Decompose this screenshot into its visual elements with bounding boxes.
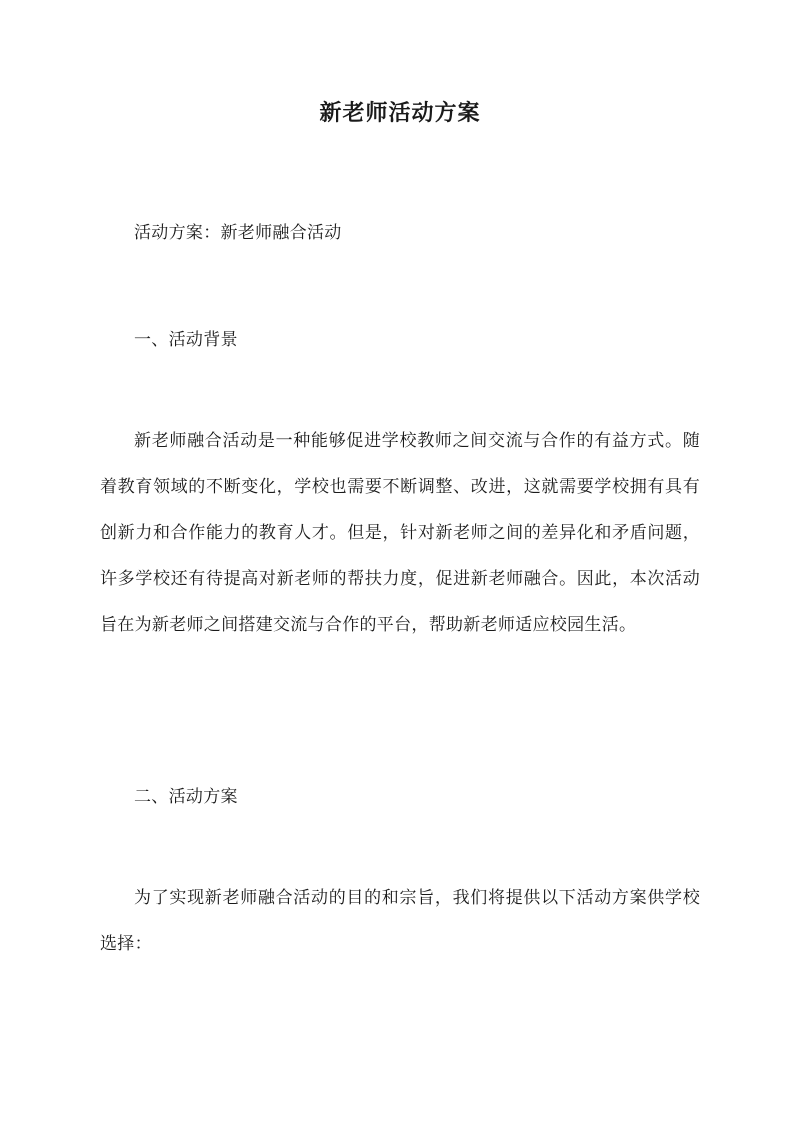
page-title: 新老师活动方案	[319, 100, 481, 126]
plan-subtitle: 活动方案：新老师融合活动	[134, 223, 342, 243]
background-paragraph: 新老师融合活动是一种能够促进学校教师之间交流与合作的有益方式。随着教育领域的不断变化，学校也需要不断调整、改进，这就需要学校拥有具有创新力和合作能力的教育人才。但是，针对新老师之间的差异化和矛盾问题，许多学校还有待提高对新老师的帮扶力度，促进新老师融合。因此，本次活动旨在为新老师之间搭建交流与合作的平台，帮助新老师适应校园生活。	[100, 431, 700, 635]
section-heading-plan: 二、活动方案	[134, 787, 238, 807]
section-heading-background: 一、活动背景	[134, 330, 238, 350]
plan-paragraph: 为了实现新老师融合活动的目的和宗旨，我们将提供以下活动方案供学校选择：	[100, 888, 700, 954]
